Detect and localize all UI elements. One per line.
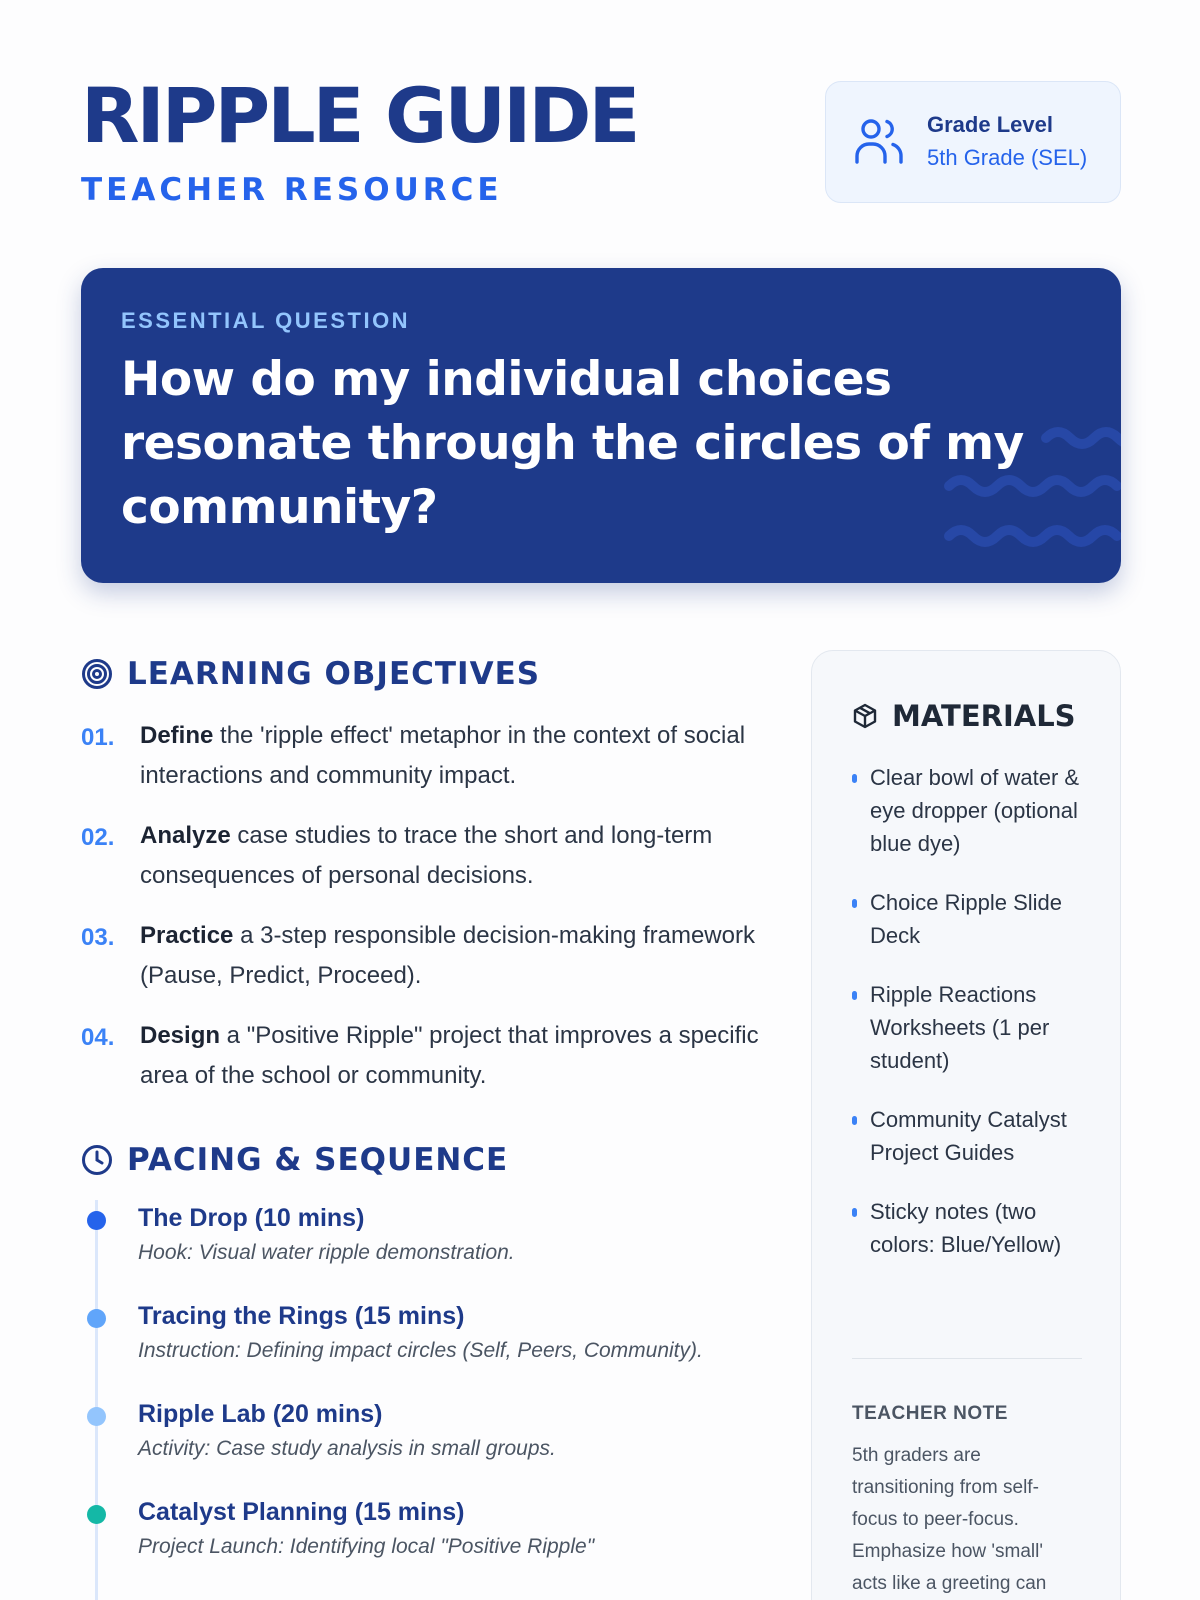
material-item: Clear bowl of water & eye dropper (optional blue dye) [852,761,1088,860]
pacing-step-title: The Drop (10 mins) [138,1204,365,1232]
pacing-header [81,1142,508,1178]
materials-list [852,761,1088,1287]
objective-number: 03. [81,924,115,951]
timeline-dot [87,1211,106,1230]
objective-description: a 3-step responsible decision-making framework (Pause, Predict, Proceed). [140,922,755,989]
objectives-title: LEARNING OBJECTIVES [127,656,541,692]
pacing-step-title: Tracing the Rings (15 mins) [138,1302,465,1330]
teacher-guide-page [81,0,1121,1600]
materials-divider [852,1358,1082,1359]
pacing-step [81,1396,761,1466]
pacing-step-description: Project Launch: Identifying local "Positive Ripple" [138,1535,595,1558]
objective-item [81,1016,761,1096]
essential-question-label: ESSENTIAL QUESTION [121,308,411,333]
objective-description: the 'ripple effect' metaphor in the context of social interactions and community impact. [140,722,746,789]
pacing-step-title: Catalyst Planning (15 mins) [138,1498,465,1526]
pacing-step [81,1200,761,1270]
grade-level-label: Grade Level [927,112,1053,137]
target-icon [81,658,113,690]
objective-verb: Practice [140,922,234,949]
objective-text [140,1016,761,1096]
objective-number: 01. [81,724,115,751]
objective-text [140,916,761,996]
material-item: Sticky notes (two colors: Blue/Yellow) [852,1195,1088,1261]
pacing-step-title: Ripple Lab (20 mins) [138,1400,383,1428]
materials-panel [811,650,1121,1600]
pacing-step-description: Hook: Visual water ripple demonstration. [138,1241,515,1264]
timeline-dot [87,1309,106,1328]
material-item: Choice Ripple Slide Deck [852,886,1088,952]
materials-header [852,699,1076,733]
objective-item [81,816,761,896]
objective-text [140,816,761,896]
page-title: RIPPLE GUIDE [81,71,638,160]
wave-decoration-icon [941,418,1121,558]
timeline-dot [87,1505,106,1524]
objective-verb: Define [140,722,214,749]
essential-question-banner [81,268,1121,583]
objective-description: a "Positive Ripple" project that improves a specific area of the school or community. [140,1022,759,1089]
objective-description: case studies to trace the short and long-term consequences of personal decisions. [140,822,713,889]
teacher-note-text: 5th graders are transitioning from self-focus to peer-focus. Emphasize how 'small' acts like a greeting can [852,1445,1047,1594]
pacing-step [81,1298,761,1368]
page-subtitle: TEACHER RESOURCE [81,172,503,208]
pacing-timeline [81,1200,761,1592]
objectives-header [81,656,540,692]
objective-verb: Design [140,1022,221,1049]
box-icon [852,703,878,729]
objectives-list [81,716,761,1116]
grade-level-card [825,81,1121,203]
material-item: Ripple Reactions Worksheets (1 per student) [852,978,1088,1077]
pacing-step-description: Instruction: Defining impact circles (Self, Peers, Community). [138,1339,703,1362]
timeline-dot [87,1407,106,1426]
objective-item [81,916,761,996]
materials-title: MATERIALS [892,699,1076,733]
objective-number: 02. [81,824,115,851]
users-icon [854,118,904,164]
objective-verb: Analyze [140,822,231,849]
grade-level-value: 5th Grade (SEL) [927,145,1088,170]
pacing-step [81,1494,761,1564]
objective-number: 04. [81,1024,115,1051]
material-item: Community Catalyst Project Guides [852,1103,1088,1169]
essential-question-text: How do my individual choices resonate through the circles of my community? [121,352,1024,535]
clock-icon [81,1144,113,1176]
objective-item [81,716,761,796]
teacher-note-label: TEACHER NOTE [852,1403,1008,1424]
objective-text [140,716,761,796]
pacing-step-description: Activity: Case study analysis in small groups. [138,1437,556,1460]
pacing-title: PACING & SEQUENCE [127,1142,509,1178]
